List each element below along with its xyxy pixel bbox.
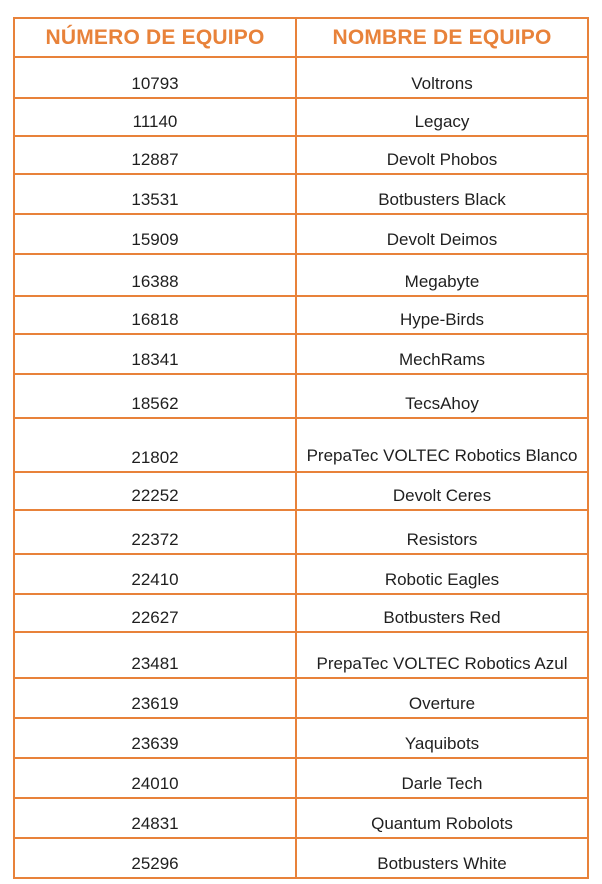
table-row: [14, 57, 588, 98]
team-name-cell: Darle Tech: [296, 758, 588, 798]
table-row: [14, 594, 588, 632]
team-name-cell: Hype-Birds: [296, 296, 588, 334]
team-name-cell: Devolt Deimos: [296, 214, 588, 254]
team-name-cell: Robotic Eagles: [296, 554, 588, 594]
table-row: [14, 98, 588, 136]
table-row: [14, 678, 588, 718]
teams-table: [13, 17, 589, 879]
team-name-cell: Devolt Phobos: [296, 136, 588, 174]
header-team-number: NÚMERO DE EQUIPO: [14, 18, 296, 57]
team-name-cell: Overture: [296, 678, 588, 718]
team-name-cell: Devolt Ceres: [296, 472, 588, 510]
table-row: [14, 174, 588, 214]
team-name-cell: Botbusters White: [296, 838, 588, 878]
team-number-cell: 22627: [14, 594, 296, 632]
team-number-cell: 16388: [14, 254, 296, 296]
table-row: [14, 296, 588, 334]
team-name-cell: TecsAhoy: [296, 374, 588, 418]
table-row: [14, 214, 588, 254]
table-row: [14, 374, 588, 418]
team-name-cell: Botbusters Red: [296, 594, 588, 632]
team-number-cell: 11140: [14, 98, 296, 136]
team-number-cell: 22252: [14, 472, 296, 510]
header-team-name: NOMBRE DE EQUIPO: [296, 18, 588, 57]
table-row: [14, 334, 588, 374]
team-number-cell: 15909: [14, 214, 296, 254]
table-row: [14, 554, 588, 594]
team-name-cell: Yaquibots: [296, 718, 588, 758]
team-number-cell: 18562: [14, 374, 296, 418]
team-name-cell: MechRams: [296, 334, 588, 374]
table-row: [14, 418, 588, 472]
team-number-cell: 21802: [14, 418, 296, 472]
team-number-cell: 12887: [14, 136, 296, 174]
team-name-cell: Quantum Robolots: [296, 798, 588, 838]
header-row: [14, 18, 588, 57]
team-number-cell: 22372: [14, 510, 296, 554]
team-number-cell: 18341: [14, 334, 296, 374]
table-row: [14, 472, 588, 510]
table-row: [14, 718, 588, 758]
team-name-cell: Botbusters Black: [296, 174, 588, 214]
table-body: [14, 57, 588, 878]
team-number-cell: 22410: [14, 554, 296, 594]
team-number-cell: 23481: [14, 632, 296, 678]
team-number-cell: 10793: [14, 57, 296, 98]
team-name-cell: Legacy: [296, 98, 588, 136]
team-number-cell: 24831: [14, 798, 296, 838]
table-row: [14, 254, 588, 296]
team-number-cell: 25296: [14, 838, 296, 878]
table-row: [14, 838, 588, 878]
table-row: [14, 510, 588, 554]
team-name-cell: PrepaTec VOLTEC Robotics Blanco: [296, 418, 588, 472]
team-name-cell: Voltrons: [296, 57, 588, 98]
team-name-cell: Megabyte: [296, 254, 588, 296]
table-row: [14, 632, 588, 678]
team-number-cell: 23639: [14, 718, 296, 758]
team-number-cell: 16818: [14, 296, 296, 334]
table-row: [14, 136, 588, 174]
team-name-cell: PrepaTec VOLTEC Robotics Azul: [296, 632, 588, 678]
team-name-cell: Resistors: [296, 510, 588, 554]
team-number-cell: 23619: [14, 678, 296, 718]
table-row: [14, 758, 588, 798]
table-row: [14, 798, 588, 838]
team-number-cell: 24010: [14, 758, 296, 798]
team-number-cell: 13531: [14, 174, 296, 214]
